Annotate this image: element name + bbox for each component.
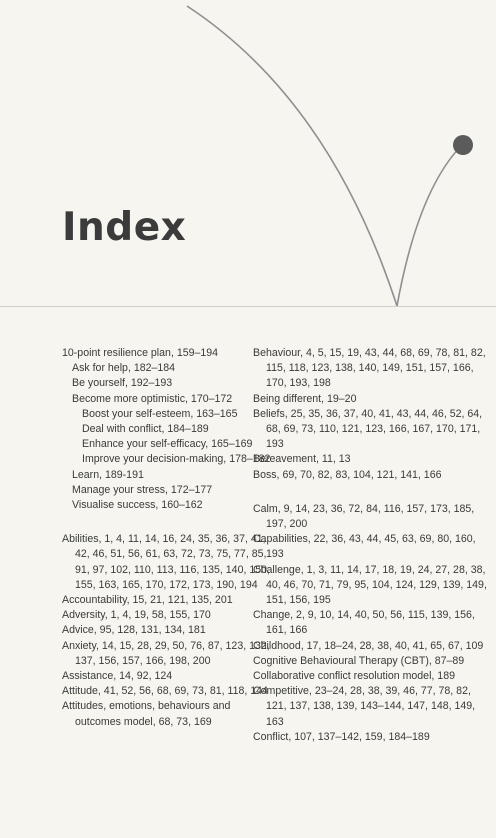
index-entry: Learn, 189-191	[72, 468, 144, 481]
index-entry: Adversity, 1, 4, 19, 58, 155, 170	[62, 609, 211, 622]
index-entry: Ask for help, 182–184	[72, 362, 176, 375]
index-entry: Change, 2, 9, 10, 14, 40, 50, 56, 115, 139, 156, 161, 166	[253, 609, 475, 637]
index-entry: Conflict, 107, 137–142, 159, 184–189	[253, 730, 430, 743]
index-entry: Cognitive Behavioural Therapy (CBT), 87–89	[253, 654, 465, 667]
arc-line	[187, 6, 397, 306]
index-column-left	[62, 346, 277, 730]
ball	[453, 135, 473, 155]
index-entry: Attitude, 41, 52, 56, 68, 69, 73, 81, 118, 144	[62, 685, 268, 698]
index-entry: Bereavement, 11, 13	[253, 453, 351, 466]
index-entry: Behaviour, 4, 5, 15, 19, 43, 44, 68, 69, 78, 81, 82, 115, 118, 123, 138, 140, 149, 151, 157, 166, 170, 193, 198	[253, 347, 486, 390]
index-entry: Abilities, 1, 4, 11, 14, 16, 24, 35, 36, 37, 41, 42, 46, 51, 56, 61, 63, 72, 73, 75, 77, 85, 91, 97, 102, 110, 113, 116, 135, 140, 150, 155, 163, 165, 170, 172, 173, 190, 194	[62, 533, 270, 591]
index-entry: Advice, 95, 128, 131, 134, 181	[62, 624, 206, 637]
index-entry: Capabilities, 22, 36, 43, 44, 45, 63, 69, 80, 160, 193	[253, 533, 476, 561]
index-entry: Visualise success, 160–162	[72, 499, 203, 512]
index-entry: 10-point resilience plan, 159–194	[62, 347, 219, 359]
index-entry: Being different, 19–20	[253, 392, 357, 405]
index-entry: Challenge, 1, 3, 11, 14, 17, 18, 19, 24, 27, 28, 38, 40, 46, 70, 71, 79, 95, 104, 124, 129, 139, 149, 151, 156, 195	[253, 563, 487, 607]
index-entry: Attitudes, emotions, behaviours and outcomes model, 68, 73, 169	[62, 700, 231, 728]
index-entry: Be yourself, 192–193	[72, 377, 173, 390]
divider-line	[0, 306, 496, 307]
rebound-line	[397, 145, 462, 306]
index-entry: Accountability, 15, 21, 121, 135, 201	[62, 594, 233, 607]
index-entry: Become more optimistic, 170–172	[72, 392, 233, 405]
index-entry: Boss, 69, 70, 82, 83, 104, 121, 141, 166	[253, 468, 442, 481]
page-title: Index	[62, 205, 187, 250]
index-entry: Deal with conflict, 184–189	[82, 423, 209, 436]
index-entry: Calm, 9, 14, 23, 36, 72, 84, 116, 157, 173, 185, 197, 200	[253, 502, 475, 531]
index-entry: Manage your stress, 172–177	[72, 483, 213, 496]
index-column-right	[253, 346, 488, 745]
index-entry: Improve your decision-making, 178–182	[82, 453, 271, 466]
index-entry: Beliefs, 25, 35, 36, 37, 40, 41, 43, 44, 46, 52, 64, 68, 69, 73, 110, 121, 123, 166, 167, 170, 171, 193	[253, 407, 483, 451]
index-entry: Anxiety, 14, 15, 28, 29, 50, 76, 87, 123, 132, 137, 156, 157, 166, 198, 200	[62, 639, 270, 667]
index-entry: Boost your self-esteem, 163–165	[82, 407, 238, 420]
index-entry: Enhance your self-efficacy, 165–169	[82, 438, 253, 451]
index-entry: Competitive, 23–24, 28, 38, 39, 46, 77, 78, 82, 121, 137, 138, 139, 143–144, 147, 148, 149, 163	[253, 685, 476, 728]
index-entry: Collaborative conflict resolution model, 189	[253, 670, 455, 683]
index-entry: Assistance, 14, 92, 124	[62, 670, 173, 683]
index-entry: Childhood, 17, 18–24, 28, 38, 40, 41, 65, 67, 109	[253, 639, 484, 652]
